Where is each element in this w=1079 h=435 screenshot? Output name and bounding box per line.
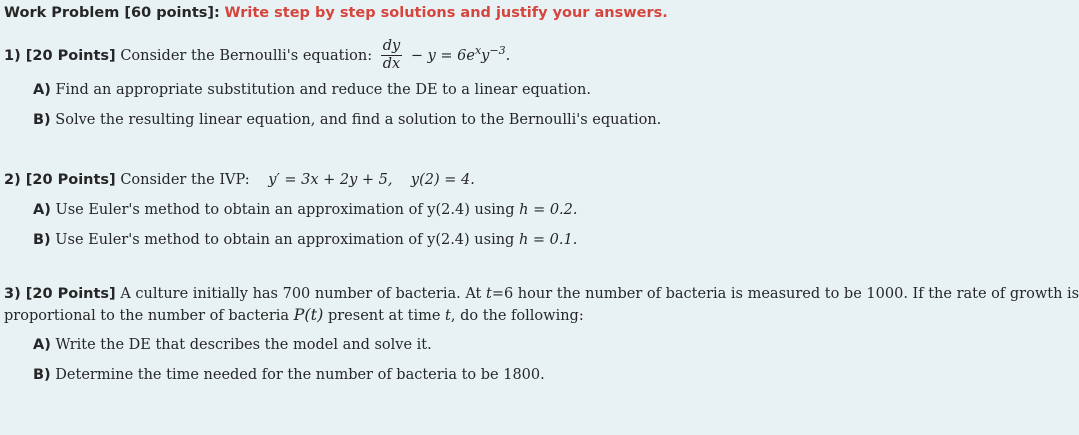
part-text: Determine the time needed for the number of bacteria to be (55, 367, 504, 383)
number: 1000 (866, 286, 904, 302)
part-text: Solve the resulting linear equation, and find a solution to the Bernoulli's equation. (55, 112, 662, 128)
header-instruction: Write step by step solutions and justify your answers. (224, 5, 668, 21)
variable: t (445, 308, 451, 324)
part-math: 1800. (503, 367, 545, 383)
part-math: h = 0.1. (518, 232, 578, 248)
dy-dx-fraction (381, 38, 402, 73)
variable: t (485, 286, 492, 302)
text: , do the following: (450, 308, 584, 324)
text: number of bacteria. At (310, 286, 486, 302)
part-math: h = 0.2. (519, 202, 578, 218)
fraction-numerator: dy (382, 38, 401, 55)
part-label: B) (33, 232, 51, 248)
problem-2-equation: y′ = 3x + 2y + 5, y(2) = 4. (268, 172, 475, 188)
variable: P(t) (293, 305, 324, 324)
part-label: A) (33, 202, 51, 218)
number: 700 (282, 286, 311, 302)
text: present at time (323, 308, 446, 324)
problem-2-part-b (0, 231, 577, 249)
problem-3-part-b (0, 366, 545, 384)
header-line (4, 4, 668, 22)
part-label: B) (33, 112, 51, 128)
part-label: A) (33, 82, 51, 98)
text: proportional to the number of bacteria (4, 308, 294, 324)
problem-3-statement-line-1 (4, 285, 1079, 303)
problem-3-part-a (0, 336, 432, 354)
part-text: Write the DE that describes the model and solve it. (55, 337, 432, 353)
problem-3-statement-line-2 (4, 306, 584, 325)
part-label: A) (33, 337, 51, 353)
problem-1-statement (4, 32, 510, 75)
text: A culture initially has (120, 286, 283, 302)
problem-2-text: Consider the IVP: (120, 172, 250, 188)
problem-1-points: 1) [20 Points] (4, 47, 116, 64)
part-label: B) (33, 367, 51, 383)
part-text: Find an appropriate substitution and reduce the DE to a linear equation. (55, 82, 591, 98)
problem-3-points: 3) [20 Points] (4, 286, 116, 302)
text: . If the rate of growth is (903, 286, 1079, 302)
header-label: Work Problem [60 points]: (4, 5, 220, 21)
problem-1-part-a (0, 81, 591, 99)
problem-2-statement (4, 171, 475, 189)
problem-1-part-b (0, 111, 661, 129)
text: =6 hour the number of bacteria is measured to be (491, 286, 867, 302)
problem-1-text: Consider the Bernoulli's equation: (120, 47, 373, 64)
part-text: Use Euler's method to obtain an approximation of y(2.4) using (55, 232, 519, 248)
fraction-denominator: dx (382, 56, 401, 73)
problem-2-points: 2) [20 Points] (4, 172, 116, 188)
equation-rest: − $y = 6e^xy^{-3}$. (410, 44, 511, 64)
problem-2-part-a (0, 201, 578, 219)
part-text: Use Euler's method to obtain an approximation of y(2.4) using (55, 202, 520, 218)
